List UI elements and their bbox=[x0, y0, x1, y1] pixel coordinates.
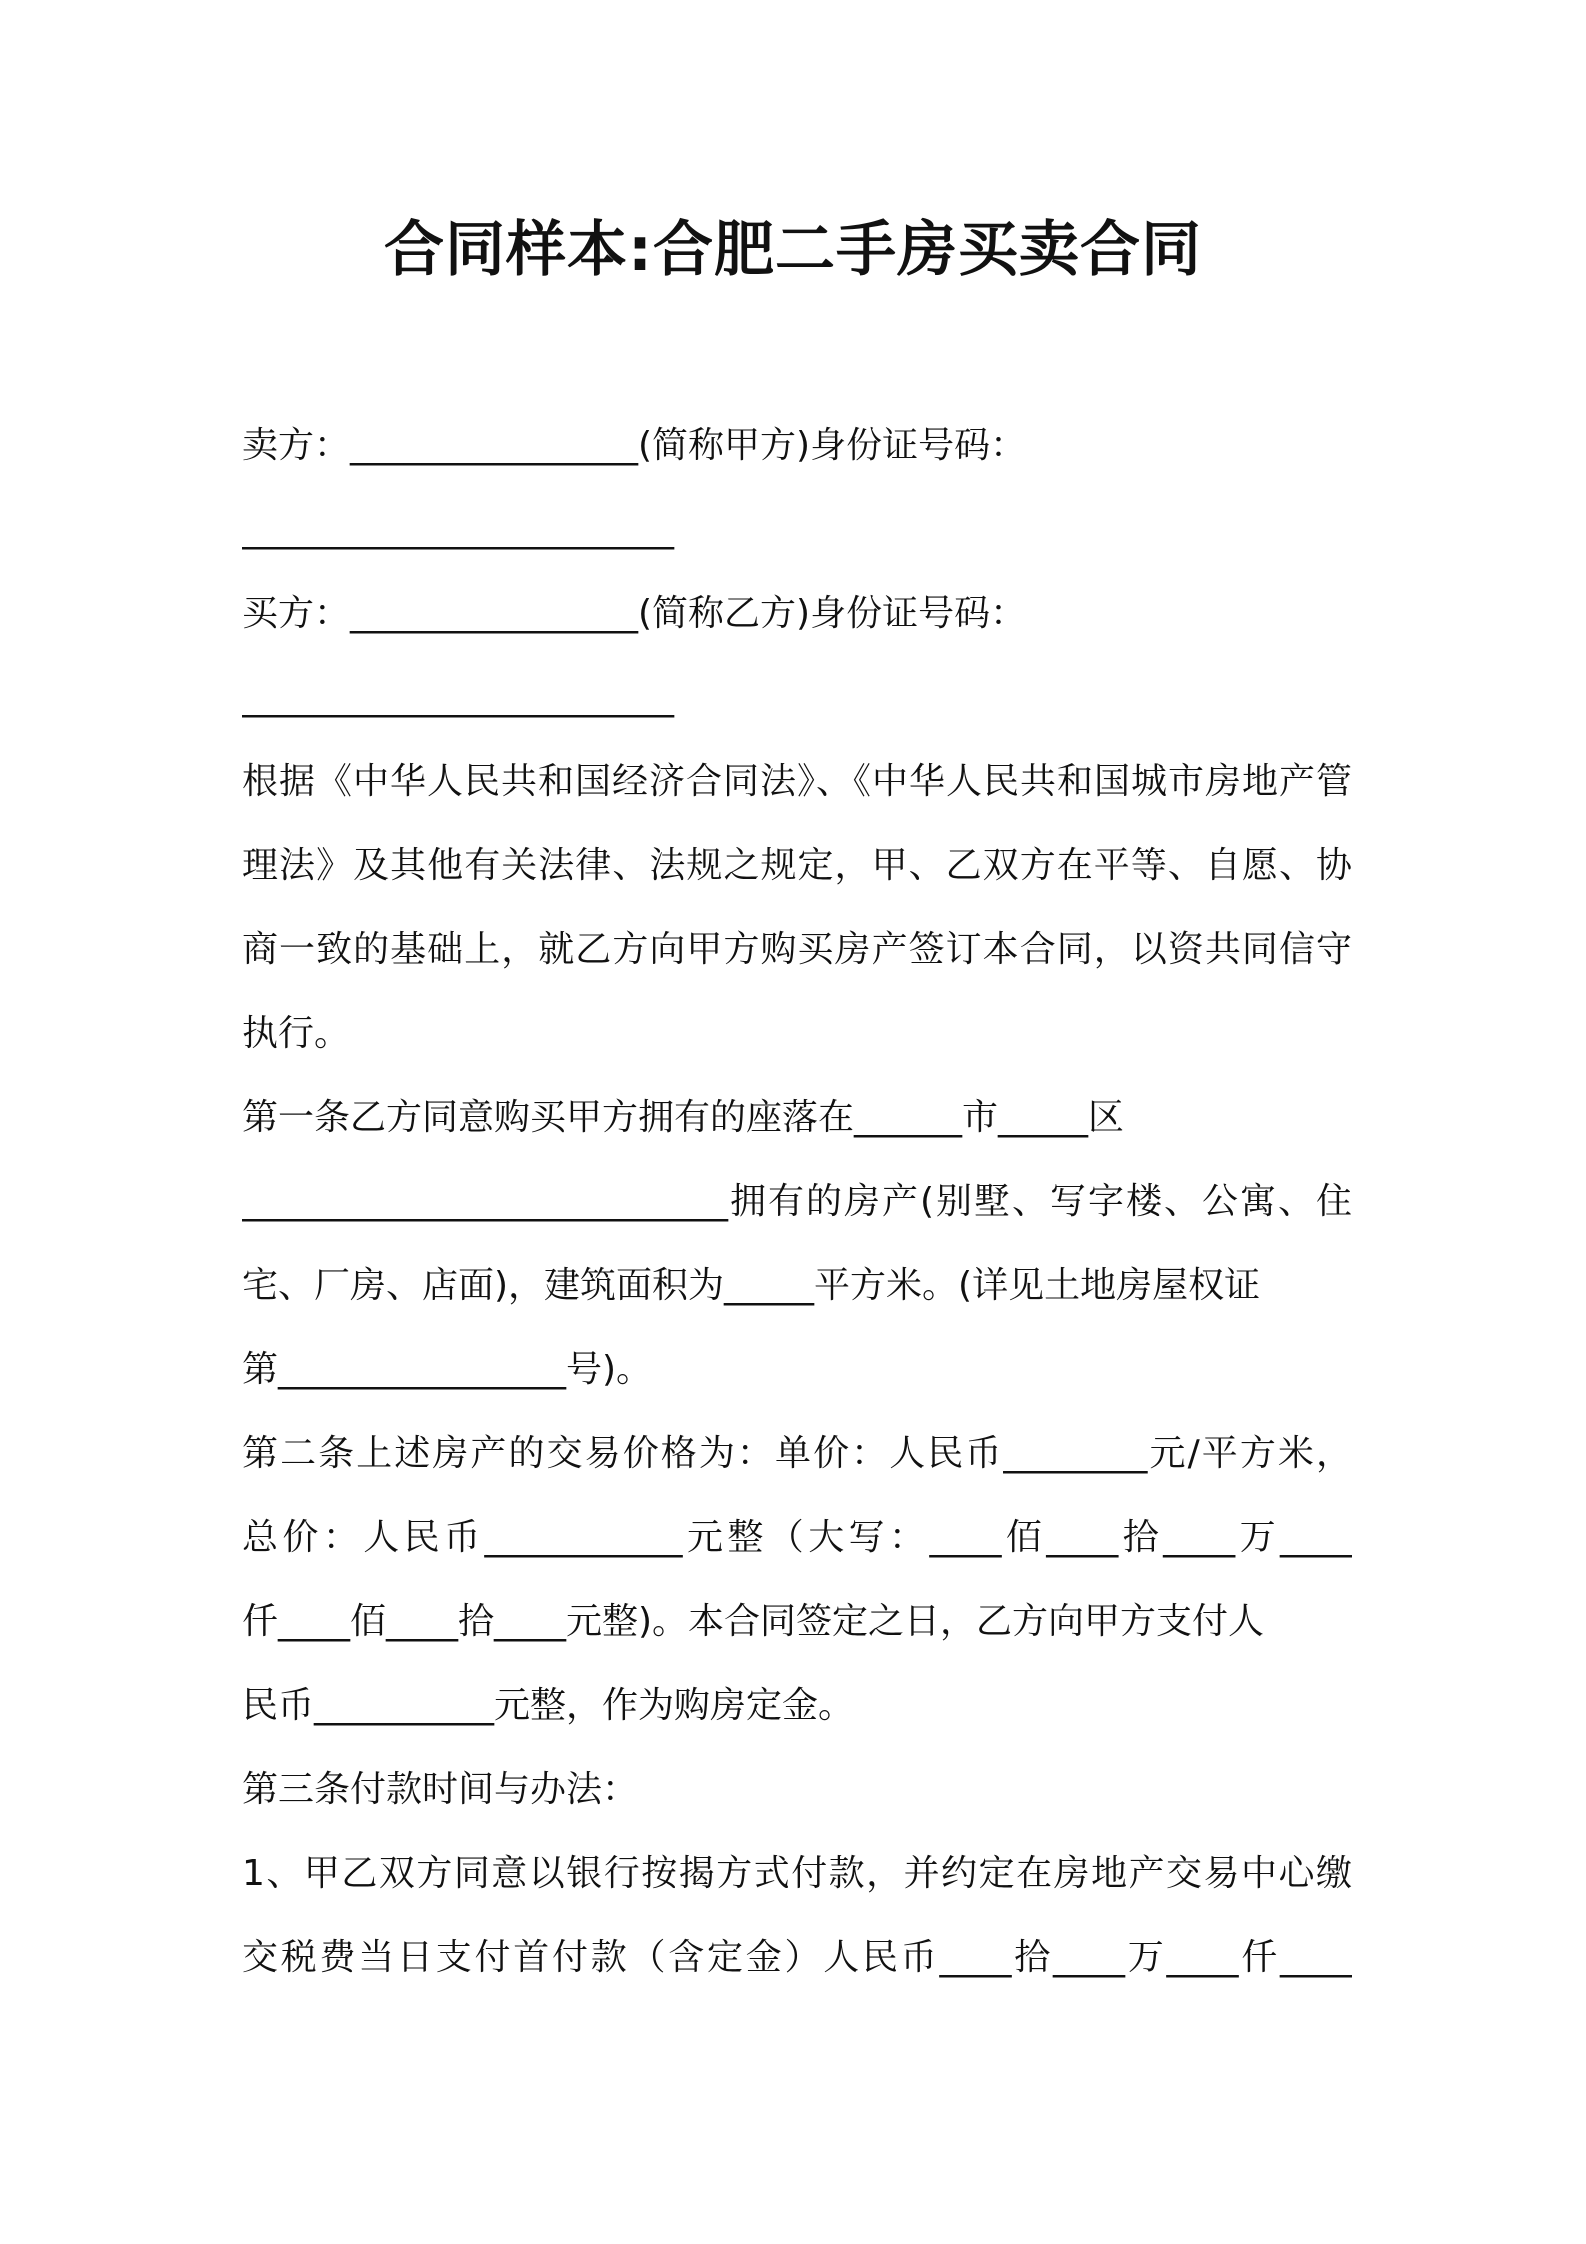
document-body bbox=[242, 404, 1352, 2000]
article-2-line-1: 第二条上述房产的交易价格为：单价：人民币________元/平方米， bbox=[242, 1433, 1352, 1474]
article-2-line-4: 民币__________元整，作为购房定金。 bbox=[242, 1685, 855, 1726]
article-3-item-1-line-1: 1、甲乙双方同意以银行按揭方式付款，并约定在房地产交易中心缴 bbox=[242, 1853, 1352, 1894]
article-1-line-2: ___________________________拥有的房产(别墅、写字楼、公寓、住 bbox=[242, 1181, 1352, 1222]
preamble-line-2: 理法》及其他有关法律、法规之规定，甲、乙双方在平等、自愿、协 bbox=[242, 845, 1352, 886]
article-1-line-1: 第一条乙方同意购买甲方拥有的座落在______市_____区 bbox=[242, 1097, 1125, 1138]
article-1-line-3: 宅、厂房、店面)，建筑面积为_____平方米。(详见土地房屋权证 bbox=[242, 1265, 1261, 1306]
document-title: 合同样本:合肥二手房买卖合同 bbox=[384, 215, 1202, 285]
article-1-line-4: 第________________号)。 bbox=[242, 1349, 653, 1390]
preamble-line-3: 商一致的基础上，就乙方向甲方购买房产签订本合同，以资共同信守 bbox=[242, 929, 1352, 970]
article-2-line-3: 仟____佰____拾____元整)。本合同签定之日，乙方向甲方支付人 bbox=[242, 1601, 1265, 1642]
article-3-heading: 第三条付款时间与办法： bbox=[242, 1769, 639, 1810]
buyer-id-blank: ________________________ bbox=[242, 677, 674, 718]
seller-id-blank: ________________________ bbox=[242, 509, 674, 550]
preamble-line-1: 根据《中华人民共和国经济合同法》、《中华人民共和国城市房地产管 bbox=[242, 761, 1352, 802]
seller-line: 卖方：________________(简称甲方)身份证号码： bbox=[242, 425, 1027, 466]
article-2-line-2: 总价：人民币___________元整（大写：____佰____拾____万____ bbox=[242, 1517, 1352, 1558]
buyer-line: 买方：________________(简称乙方)身份证号码： bbox=[242, 593, 1027, 634]
article-3-item-1-line-2: 交税费当日支付首付款（含定金）人民币____拾____万____仟____ bbox=[242, 1937, 1352, 1978]
preamble-line-4: 执行。 bbox=[242, 1013, 351, 1054]
